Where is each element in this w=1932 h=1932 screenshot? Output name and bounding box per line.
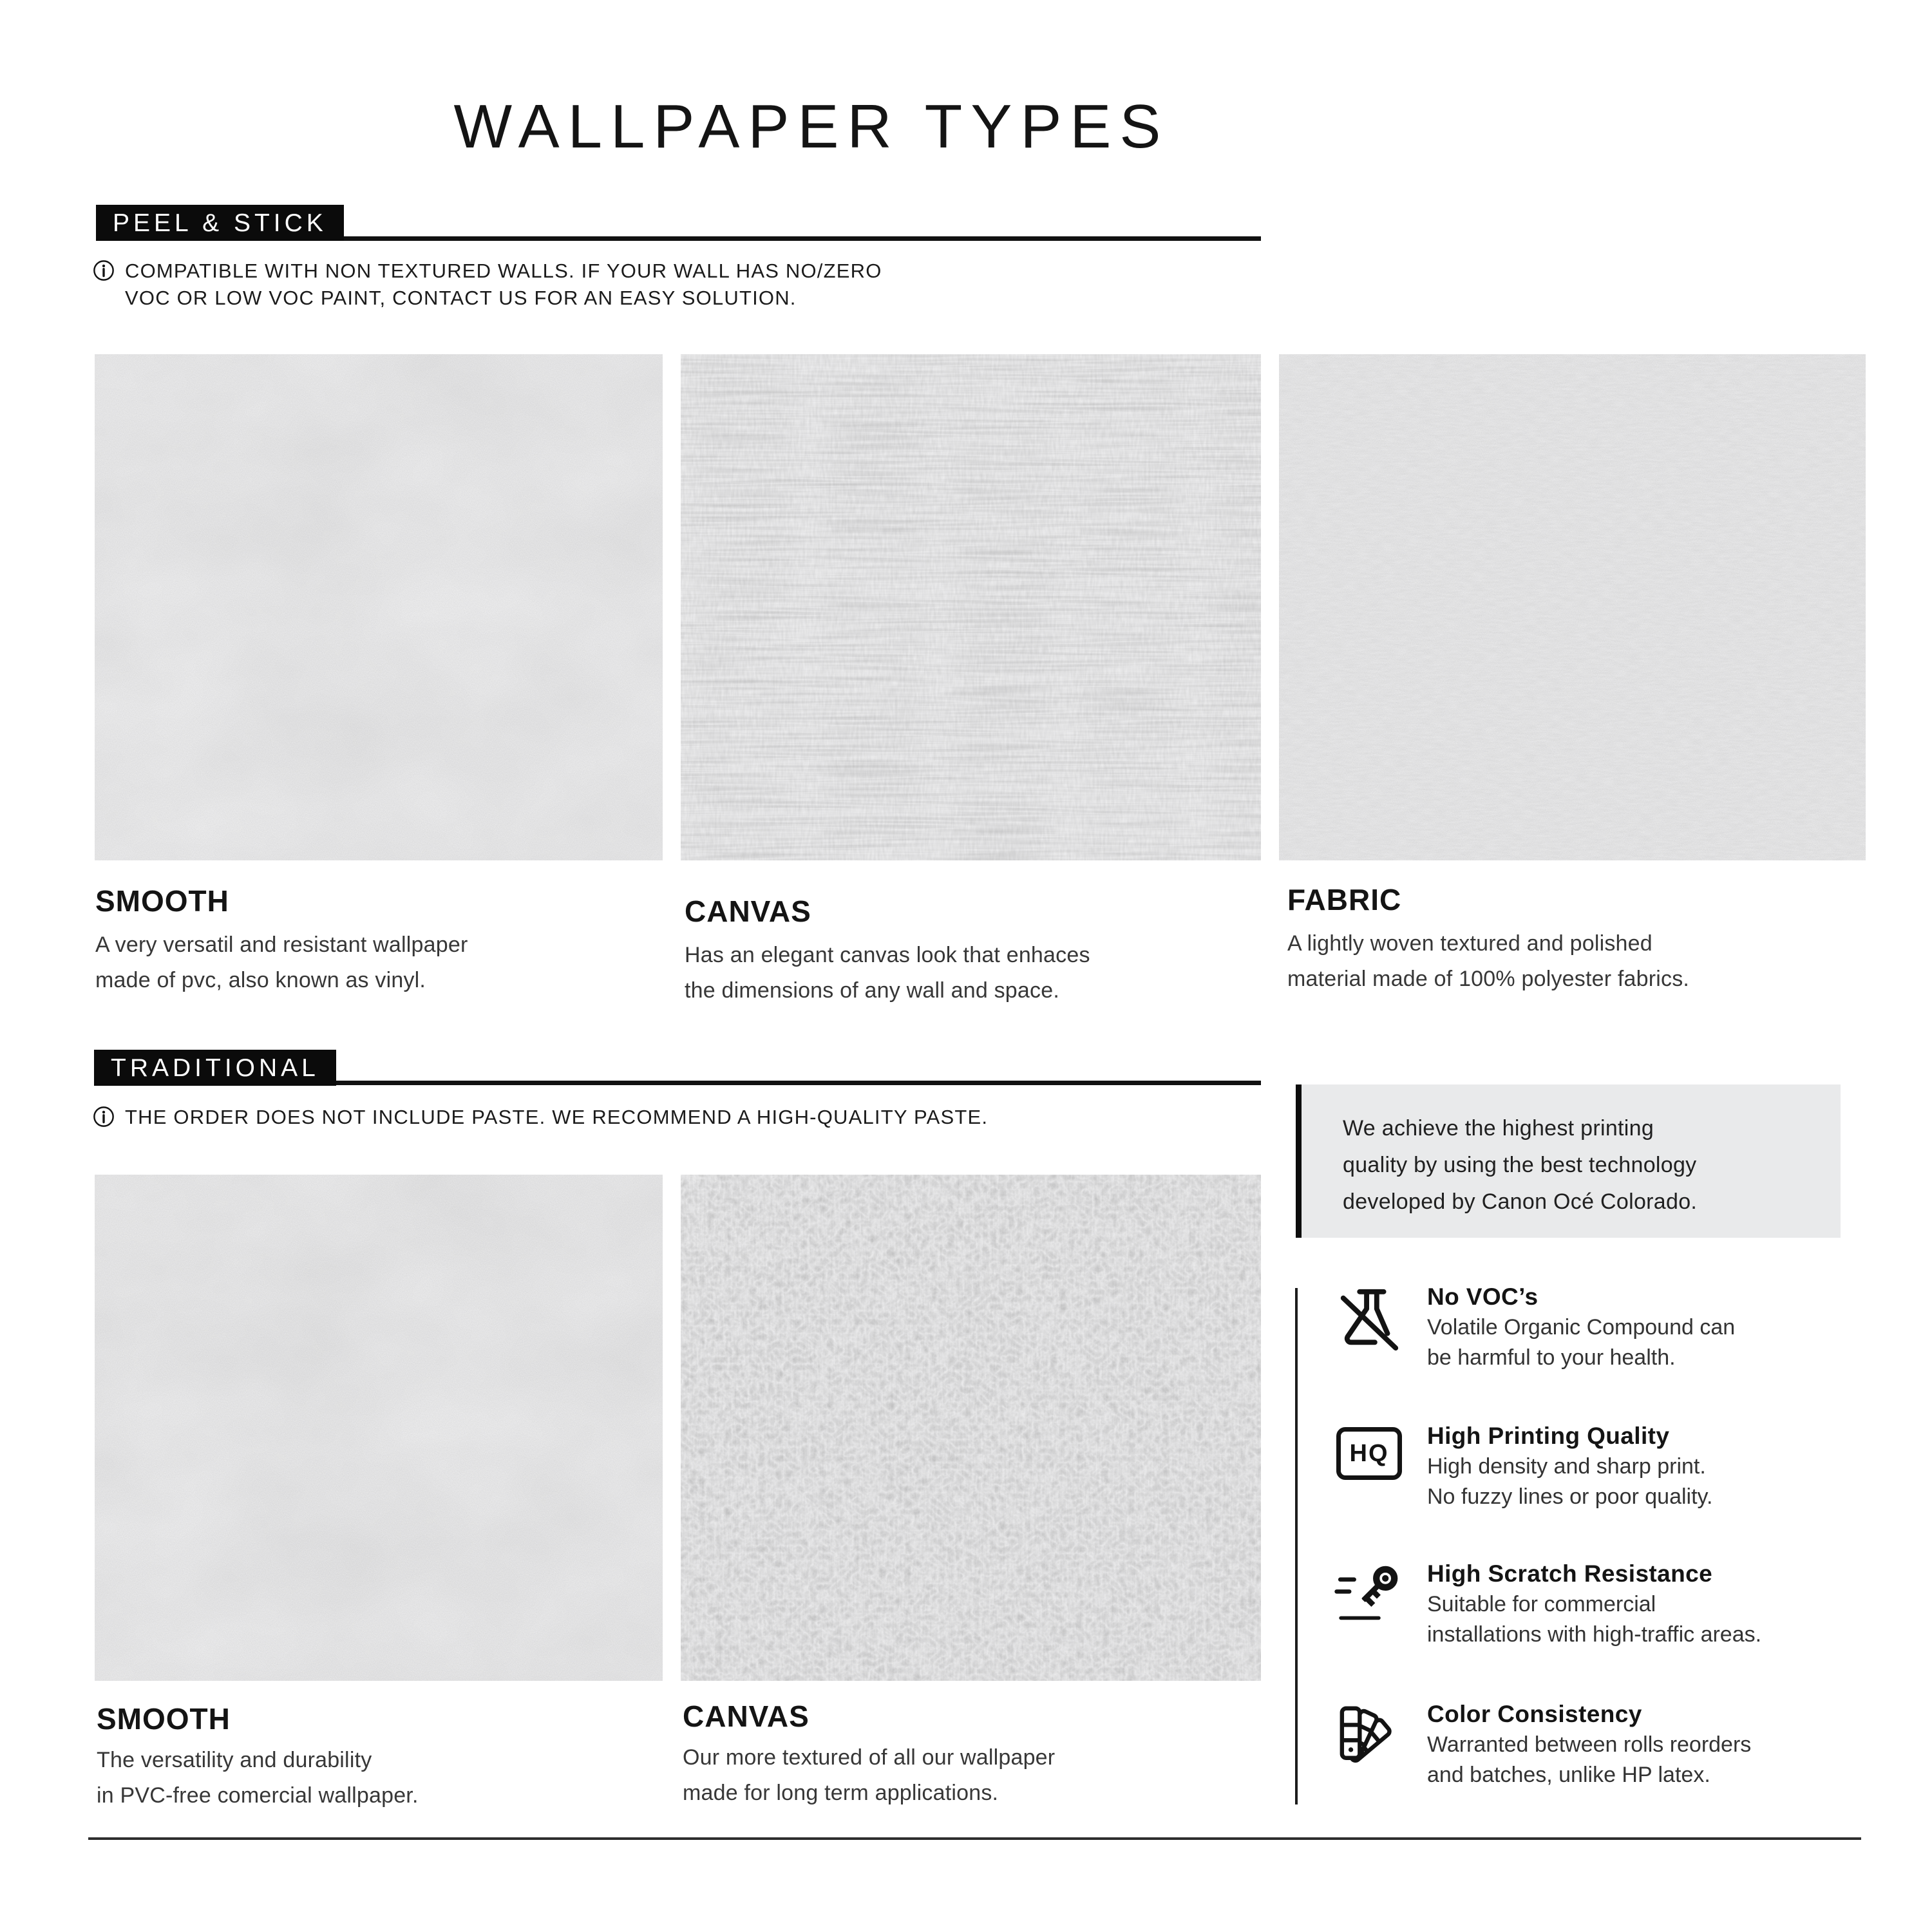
- swatch-image-smooth-peel: [95, 354, 663, 860]
- feature-no-vocs: [1328, 1282, 1914, 1373]
- desc-line: No fuzzy lines or poor quality.: [1427, 1484, 1713, 1509]
- desc-line: Has an elegant canvas look that enhaces: [685, 943, 1090, 967]
- feature-description: [1427, 1452, 1712, 1512]
- hq-badge-icon: [1328, 1421, 1410, 1512]
- feature-high-scratch-resistance: [1328, 1558, 1914, 1650]
- callout-line: We achieve the highest printing: [1343, 1116, 1654, 1141]
- hq-icon-text: HQ: [1349, 1439, 1389, 1467]
- swatch-description: [685, 938, 1090, 1009]
- no-voc-flask-icon: [1328, 1282, 1410, 1373]
- swatch-label: SMOOTH: [95, 884, 229, 918]
- desc-line: the dimensions of any wall and space.: [685, 978, 1059, 1003]
- desc-line: Our more textured of all our wallpaper: [683, 1745, 1056, 1770]
- desc-line: made for long term applications.: [683, 1781, 999, 1805]
- peel-stick-note: [93, 258, 882, 312]
- swatch-image-canvas-traditional: [681, 1175, 1261, 1681]
- swatch-description: [95, 927, 468, 998]
- desc-line: Suitable for commercial: [1427, 1592, 1656, 1616]
- info-icon: [93, 1106, 115, 1128]
- color-swatchbook-icon: [1328, 1699, 1410, 1790]
- swatch-description: [97, 1743, 419, 1814]
- desc-line: Volatile Organic Compound can: [1427, 1315, 1736, 1340]
- swatch-image-smooth-traditional: [95, 1175, 663, 1681]
- swatch-image-canvas-peel: [681, 354, 1261, 860]
- feature-description: [1427, 1589, 1761, 1650]
- section-badge-traditional: TRADITIONAL: [94, 1050, 336, 1086]
- desc-line: High density and sharp print.: [1427, 1454, 1706, 1479]
- feature-high-printing-quality: [1328, 1421, 1914, 1512]
- swatch-label: CANVAS: [685, 895, 811, 928]
- feature-title: High Scratch Resistance: [1427, 1560, 1713, 1587]
- desc-line: made of pvc, also known as vinyl.: [95, 968, 426, 992]
- note-line: THE ORDER DOES NOT INCLUDE PASTE. WE RECOMMEND A HIGH-QUALITY PASTE.: [125, 1106, 989, 1128]
- feature-description: [1427, 1312, 1735, 1373]
- bottom-divider-rule: [88, 1837, 1861, 1840]
- swatch-label: SMOOTH: [97, 1702, 231, 1736]
- callout-line: developed by Canon Océ Colorado.: [1343, 1189, 1698, 1214]
- page-title: WALLPAPER TYPES: [453, 92, 1170, 161]
- feature-color-consistency: [1328, 1699, 1914, 1790]
- info-icon: [93, 260, 115, 281]
- callout-line: quality by using the best technology: [1343, 1153, 1697, 1177]
- section-badge-peel-stick: PEEL & STICK: [96, 205, 344, 241]
- desc-line: A lightly woven textured and polished: [1287, 931, 1653, 956]
- scratch-key-icon: [1328, 1558, 1410, 1650]
- feature-description: [1427, 1730, 1751, 1790]
- desc-line: and batches, unlike HP latex.: [1427, 1763, 1710, 1787]
- note-line: COMPATIBLE WITH NON TEXTURED WALLS. IF YOUR WALL HAS NO/ZERO: [125, 260, 882, 282]
- desc-line: in PVC-free comercial wallpaper.: [97, 1783, 419, 1808]
- peel-stick-note-text: [125, 258, 882, 312]
- desc-line: material made of 100% polyester fabrics.: [1287, 967, 1690, 991]
- traditional-note: [93, 1104, 988, 1131]
- note-line: VOC OR LOW VOC PAINT, CONTACT US FOR AN EASY SOLUTION.: [125, 287, 797, 309]
- desc-line: installations with high-traffic areas.: [1427, 1622, 1762, 1647]
- swatch-description: [1287, 926, 1689, 997]
- swatch-image-fabric-peel: [1279, 354, 1866, 860]
- desc-line: A very versatil and resistant wallpaper: [95, 933, 468, 957]
- swatch-description: [683, 1740, 1055, 1811]
- traditional-note-text: [125, 1104, 988, 1131]
- features-divider-line: [1295, 1288, 1298, 1804]
- desc-line: The versatility and durability: [97, 1748, 372, 1772]
- swatch-label: CANVAS: [683, 1700, 810, 1733]
- feature-title: No VOC’s: [1427, 1283, 1539, 1310]
- printing-quality-callout: [1296, 1084, 1841, 1238]
- desc-line: Warranted between rolls reorders: [1427, 1732, 1752, 1757]
- feature-title: Color Consistency: [1427, 1701, 1642, 1727]
- swatch-label: FABRIC: [1287, 883, 1402, 916]
- feature-title: High Printing Quality: [1427, 1423, 1670, 1449]
- desc-line: be harmful to your health.: [1427, 1345, 1676, 1370]
